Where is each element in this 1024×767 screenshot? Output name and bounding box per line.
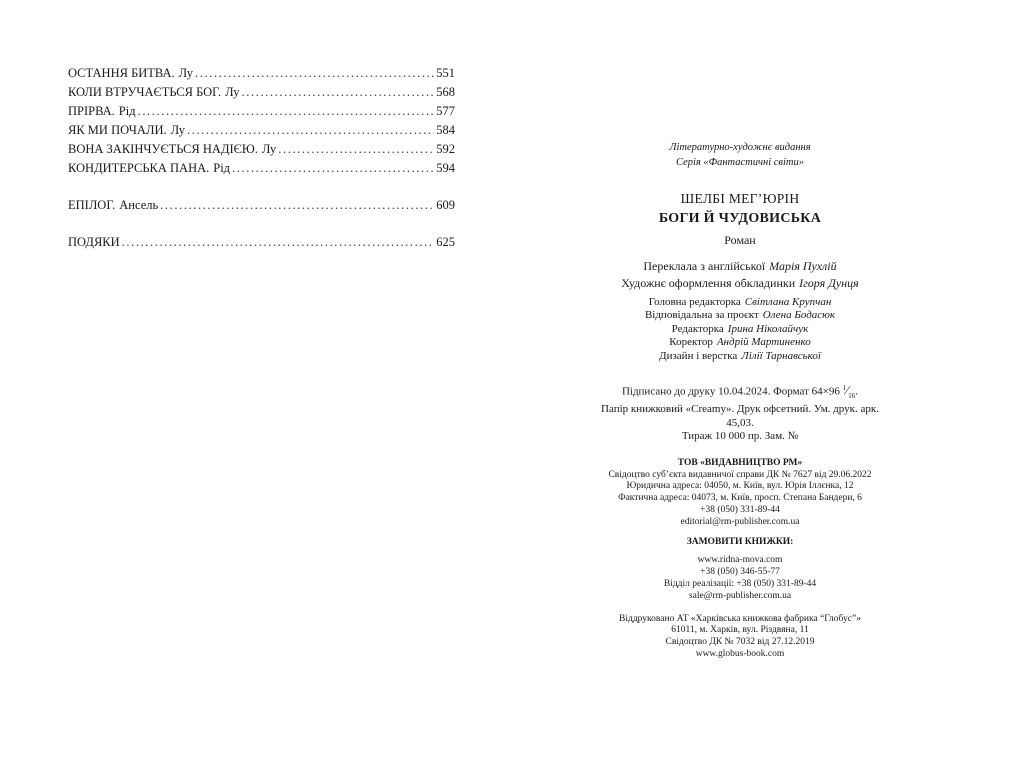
credit-role: Відповідальна за проєкт [644, 309, 759, 322]
credit-person: Ігоря Дунця [799, 276, 859, 290]
book-title: БОГИ Й ЧУДОВИСЬКА [658, 211, 822, 226]
toc-entry-title: ПОДЯКИ [68, 235, 120, 249]
order-phone: +38 (050) 346-55-77 [700, 567, 780, 578]
publisher-name: ТОВ «ВИДАВНИЦТВО РМ» [677, 457, 803, 468]
toc-entry-page: 625 [436, 235, 455, 249]
cover-artist-credit [595, 275, 885, 292]
print-signed-line [595, 382, 885, 403]
publisher-line: Свідоцтво суб’єкта видавничої справи ДК № 7627 від 29.06.2022 [608, 469, 872, 480]
credit-person: Андрій Мартиненко [716, 336, 811, 349]
toc-entry-title: ПРІРВА. [68, 104, 115, 118]
credit-role: Коректор [669, 336, 713, 349]
toc-dot-leader [138, 104, 435, 119]
toc-dot-leader [242, 85, 435, 100]
toc-dot-leader [122, 235, 435, 250]
toc-entry-page: 568 [436, 85, 455, 99]
translator-credit [595, 258, 885, 275]
staff-credit [595, 350, 885, 363]
book-author: ШЕЛБІ МЕГ’ЮРІН [680, 191, 800, 206]
staff-credit [595, 323, 885, 336]
toc-entry-title: КОЛИ ВТРУЧАЄТЬСЯ БОГ. [68, 85, 222, 99]
order-sales-phone: Відділ реалізації: +38 (050) 331-89-44 [663, 579, 817, 590]
toc-entry-speaker: Лу [261, 142, 277, 156]
toc-entry-title: ОСТАННЯ БИТВА. [68, 66, 175, 80]
publisher-block [595, 458, 885, 661]
toc-entry-speaker: Лу [170, 123, 186, 137]
toc-dot-leader [278, 142, 434, 157]
publisher-line: Фактична адреса: 04073, м. Київ, просп. Степана Бандери, 6 [618, 493, 862, 504]
format-fraction-denominator: 16 [848, 391, 856, 400]
toc-entry-title: ЯК МИ ПОЧАЛИ. [68, 123, 167, 137]
toc-entry-speaker: Ансель [119, 198, 159, 212]
printer-line: 61011, м. Харків, вул. Різдвяна, 11 [671, 625, 809, 636]
publisher-phone: +38 (050) 331-89-44 [700, 505, 780, 516]
print-run-line: Тираж 10 000 пр. Зам. № [681, 430, 799, 443]
toc-entry-speaker: Лу [225, 85, 240, 99]
format-fraction-numerator: 1 [842, 384, 847, 393]
toc-entry[interactable] [68, 142, 455, 161]
toc-entry[interactable] [68, 123, 455, 142]
order-books-title: ЗАМОВИТИ КНИЖКИ: [686, 536, 794, 547]
toc-entry-speaker: Рід [118, 104, 136, 118]
book-genre-label: Роман [724, 233, 756, 247]
toc-spacer [68, 217, 455, 235]
order-email: sale@rm-publisher.com.ua [688, 590, 792, 601]
toc-entry-title: ВОНА ЗАКІНЧУЄТЬСЯ НАДІЄЮ. [68, 142, 258, 156]
toc-dot-leader [232, 161, 434, 176]
credit-person: Світлана Крупчан [744, 296, 832, 308]
credit-role: Редакторка [671, 322, 724, 335]
toc-spacer [68, 180, 455, 198]
credits-major [595, 258, 885, 292]
staff-credits [595, 296, 885, 363]
credit-person: Марія Пухлій [769, 259, 837, 273]
toc-entry-title: ЕПІЛОГ. [68, 198, 116, 212]
credit-person: Олена Бодасюк [762, 309, 836, 322]
publisher-line: Юридична адреса: 04050, м. Київ, вул. Юрія Іллєнка, 12 [626, 481, 854, 492]
toc-entry-page: 609 [436, 198, 455, 212]
print-paper-line: Папір книжковий «Creamy». Друк офсетний. Ум. друк. арк. 45,03. [601, 403, 879, 429]
toc-entry[interactable] [68, 161, 455, 180]
toc-dot-leader [195, 66, 434, 81]
edition-series: Серія «Фантастичні світи» [676, 157, 804, 168]
credit-role: Дизайн і верстка [659, 349, 738, 362]
toc-entry-speaker: Лу [178, 66, 194, 80]
toc-entry-page: 551 [436, 66, 455, 80]
printer-website: www.globus-book.com [695, 649, 785, 660]
staff-credit [595, 296, 885, 309]
toc-entry-page: 592 [436, 142, 455, 156]
credit-role: Художнє оформлення обкладинки [621, 276, 796, 290]
toc-entry-epilogue[interactable] [68, 198, 455, 217]
toc-entry-page: 594 [436, 161, 455, 175]
toc-entry[interactable] [68, 66, 455, 85]
toc-dot-leader [160, 198, 434, 213]
toc-entry[interactable] [68, 85, 455, 104]
imprint-page [595, 140, 885, 661]
format-fraction-slash: ⁄ [846, 382, 849, 398]
toc-entry[interactable] [68, 104, 455, 123]
printer-line: Свідоцтво ДК № 7032 від 27.12.2019 [665, 637, 815, 648]
credit-role: Переклала з англійської [643, 259, 766, 273]
toc-dot-leader [187, 123, 434, 138]
order-website: www.ridna-mova.com [697, 555, 783, 566]
table-of-contents [68, 66, 455, 254]
toc-entry-page: 584 [436, 123, 455, 137]
printer-line: Віддруковано АТ «Харківська книжкова фабрика “Глобус”» [619, 613, 861, 624]
credit-person: Лілії Тарнавської [741, 349, 821, 362]
print-signed-end: . [855, 385, 859, 398]
credit-role: Головна редакторка [648, 296, 741, 308]
print-signed-text: Підписано до друку 10.04.2024. Формат 64×96 [621, 385, 840, 398]
edition-genre: Літературно-художнє видання [669, 142, 811, 153]
toc-entry-speaker: Рід [213, 161, 231, 175]
staff-credit [595, 336, 885, 349]
staff-credit [595, 309, 885, 322]
printer-block [595, 614, 885, 661]
toc-entry-page: 577 [436, 104, 455, 118]
publisher-email: editorial@rm-publisher.com.ua [680, 516, 800, 527]
print-info [595, 382, 885, 444]
toc-entry-thanks[interactable] [68, 235, 455, 254]
toc-entry-title: КОНДИТЕРСЬКА ПАНА. [68, 161, 210, 175]
credit-person: Ірина Ніколайчук [727, 322, 809, 335]
